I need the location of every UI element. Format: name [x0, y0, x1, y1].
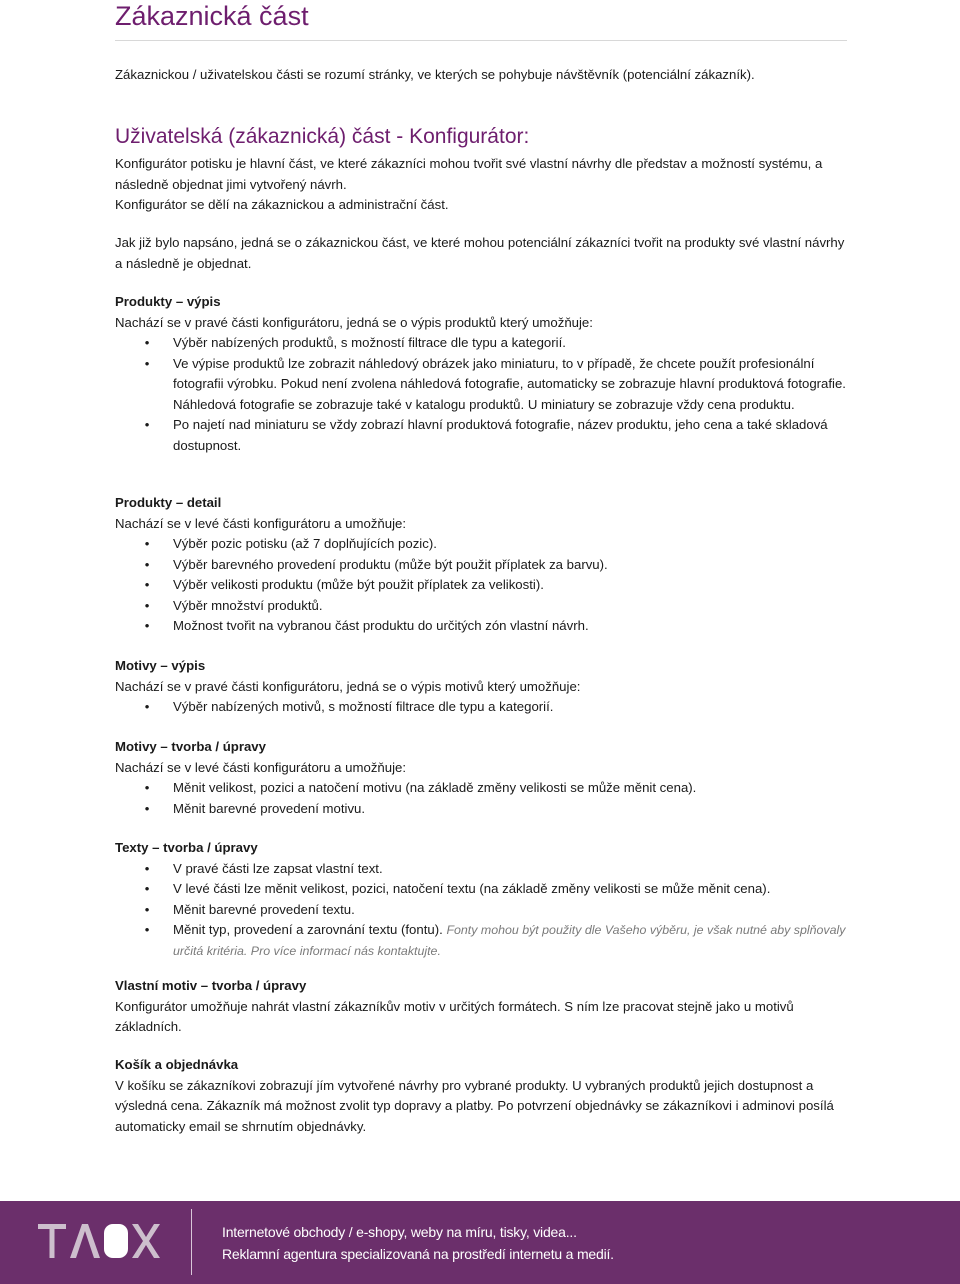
list-item: [115, 697, 850, 718]
section-produkty-detail: [115, 493, 850, 637]
list-item-text: Měnit typ, provedení a zarovnání textu (fontu).: [173, 922, 443, 937]
list-item: [115, 575, 850, 596]
section-lead: Nachází se v pravé části konfigurátoru, jedná se o výpis produktů který umožňuje:: [115, 314, 593, 330]
list-item-text: Výběr pozic potisku (až 7 doplňujících pozic).: [173, 536, 437, 551]
section-texty-tvorba: [115, 838, 850, 961]
section-heading: Produkty – detail: [115, 495, 222, 510]
section-lead: Nachází se v pravé části konfigurátoru, jedná se o výpis motivů který umožňuje:: [115, 678, 581, 694]
section-motivy-vypis: [115, 656, 850, 718]
section-heading: Vlastní motiv – tvorba / úpravy: [115, 978, 307, 993]
bullet-icon: •: [144, 577, 150, 592]
footer-banner: [0, 1201, 960, 1284]
section-text: V košíku se zákazníkovi zobrazují jím vytvořené návrhy pro vybrané produkty. U vybraných produktů jejich dostupnost a výsledná cena. Zákazník má možnost zvolit typ dopravy a platby. Po potvrzení objednávky se zákazníkovi i adminovi posílá automaticky email se shrnutím objednávky.: [115, 1077, 834, 1134]
footer-line-2: Reklamní agentura specializovaná na prostředí internetu a medií.: [222, 1246, 614, 1262]
title-divider: [115, 40, 847, 41]
konfigurator-paragraph-2: [115, 233, 850, 274]
list-item-text: Měnit velikost, pozici a natočení motivu (na základě změny velikosti se může měnit cena).: [173, 780, 697, 795]
list-item-text: V levé části lze měnit velikost, pozici, natočení textu (na základě změny velikosti se může měnit cena).: [173, 881, 771, 896]
list-item: [115, 778, 850, 799]
bullet-icon: •: [144, 922, 150, 937]
bullet-list: [115, 534, 850, 637]
bullet-icon: •: [144, 597, 150, 613]
fonts-note: Fonty mohou být použity dle Vašeho výběru, je však nutné aby splňovaly určitá kritéria. Pro více informací nás kontaktujte.: [173, 923, 846, 958]
bullet-icon: •: [144, 901, 150, 917]
footer-divider: [191, 1209, 192, 1275]
section-heading: Motivy – výpis: [115, 658, 206, 673]
list-item: [115, 415, 850, 456]
bullet-list: [115, 333, 850, 456]
section-heading: Texty – tvorba / úpravy: [115, 840, 258, 855]
page-title: Zákaznická část: [115, 1, 309, 31]
list-item-text: Výběr barevného provedení produktu (může být použit příplatek za barvu).: [173, 556, 608, 572]
list-item: [115, 616, 850, 637]
taox-logo: [38, 1221, 163, 1261]
section-lead: Nachází se v levé části konfigurátoru a umožňuje:: [115, 515, 407, 531]
list-item-text: Výběr nabízených motivů, s možností filtrace dle typu a kategorií.: [173, 699, 554, 714]
list-item-text: Ve výpise produktů lze zobrazit náhledový obrázek jako miniaturu, to v případě, že chcete použít profesionální fotografii výrobku. Pokud není zvolena náhledová fotografie, automaticky se zobrazuje hlavní produktová fotografie. Náhledová fotografie se zobrazuje také v katalogu produktů. U miniatury se zobrazuje vždy cena produktu.: [173, 355, 846, 412]
konfigurator-text-3: Jak již bylo napsáno, jedná se o zákaznickou část, ve které mohou potenciální zákazníci tvořit na produkty své vlastní návrhy a následně je objednat.: [115, 235, 845, 271]
section-heading: Motivy – tvorba / úpravy: [115, 739, 266, 754]
bullet-icon: •: [144, 860, 150, 876]
list-item-text: V pravé části lze zapsat vlastní text.: [173, 860, 383, 876]
section-kosik: [115, 1055, 850, 1137]
list-item-text: Výběr množství produktů.: [173, 597, 323, 613]
intro-paragraph: Zákaznickou / uživatelskou části se rozumí stránky, ve kterých se pohybuje návštěvník (potenciální zákazník).: [115, 67, 755, 82]
list-item: [115, 859, 850, 880]
bullet-icon: •: [144, 800, 150, 816]
list-item-text: Výběr velikosti produktu (může být použit příplatek za velikosti).: [173, 577, 544, 592]
list-item: [115, 555, 850, 576]
list-item: [115, 900, 850, 921]
section-text: Konfigurátor umožňuje nahrát vlastní zákazníkův motiv v určitých formátech. S ním lze pracovat stejně jako u motivů základních.: [115, 998, 794, 1034]
section-heading: Produkty – výpis: [115, 294, 221, 309]
bullet-icon: •: [144, 699, 150, 714]
bullet-icon: •: [144, 536, 150, 551]
list-item: [115, 596, 850, 617]
list-item-text: Měnit barevné provedení textu.: [173, 901, 355, 917]
list-item: [115, 354, 850, 416]
list-item-text: Po najetí nad miniaturu se vždy zobrazí hlavní produktová fotografie, název produktu, jeho cena a také skladová dostupnost.: [173, 417, 828, 453]
bullet-icon: •: [144, 355, 150, 371]
footer-line-1: Internetové obchody / e-shopy, weby na míru, tisky, videa...: [222, 1224, 577, 1240]
bullet-icon: •: [144, 881, 150, 896]
bullet-icon: •: [144, 780, 150, 795]
section-title: Uživatelská (zákaznická) část - Konfigurátor:: [115, 125, 530, 148]
list-item-text: Měnit barevné provedení motivu.: [173, 800, 366, 816]
bullet-list: [115, 697, 850, 718]
konfigurator-paragraph: [115, 154, 850, 216]
list-item: [115, 333, 850, 354]
section-heading: Košík a objednávka: [115, 1057, 239, 1072]
list-item: [115, 879, 850, 900]
konfigurator-text-2: Konfigurátor se dělí na zákaznickou a administrační část.: [115, 197, 449, 212]
section-lead: Nachází se v levé části konfigurátoru a umožňuje:: [115, 759, 407, 775]
list-item-text: Výběr nabízených produktů, s možností filtrace dle typu a kategorií.: [173, 335, 566, 350]
bullet-icon: •: [144, 618, 150, 633]
list-item: [115, 920, 850, 961]
bullet-icon: •: [144, 417, 150, 432]
list-item: [115, 534, 850, 555]
bullet-icon: •: [144, 556, 150, 572]
section-produkty-vypis: [115, 292, 850, 456]
section-vlastni-motiv: [115, 976, 850, 1038]
section-motivy-tvorba: [115, 737, 850, 819]
list-item-text: Možnost tvořit na vybranou část produktu do určitých zón vlastní návrh.: [173, 618, 589, 633]
footer-tagline: [222, 1221, 614, 1265]
konfigurator-text-1: Konfigurátor potisku je hlavní část, ve které zákazníci mohou tvořit své vlastní návrhy dle představ a možností systému, a následně objednat jimi vytvořený návrh.: [115, 156, 823, 192]
list-item: [115, 799, 850, 820]
bullet-list: [115, 778, 850, 819]
bullet-icon: •: [144, 335, 150, 350]
bullet-list: [115, 859, 850, 962]
